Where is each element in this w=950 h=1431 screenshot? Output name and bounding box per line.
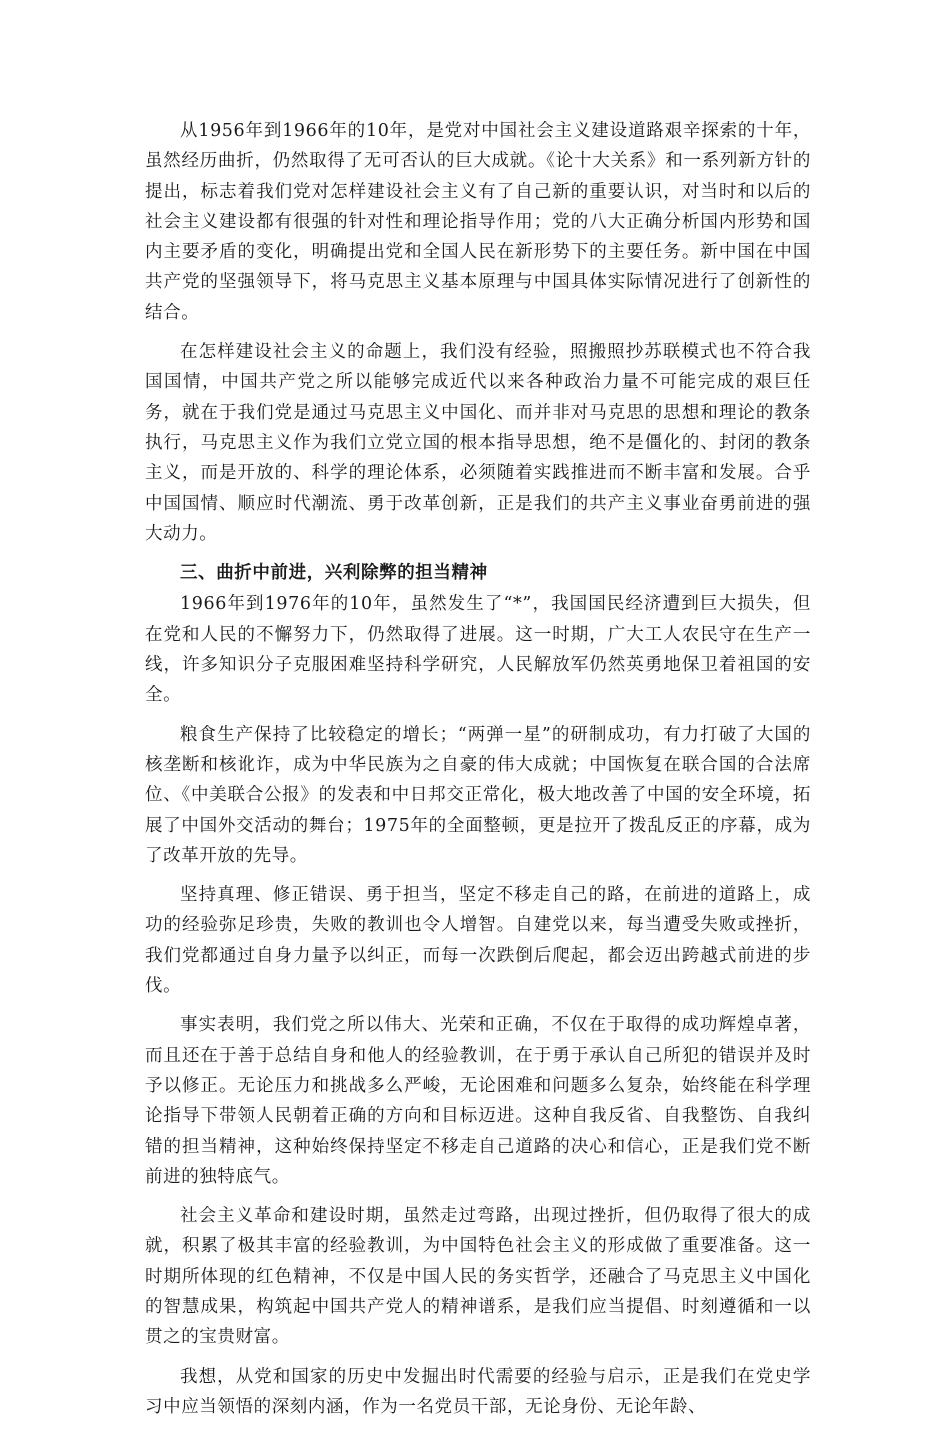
paragraph: 我想，从党和国家的历史中发掘出时代需要的经验与启示，正是我们在党史学习中应当领悟的深刻内涵，作为一名党员干部，无论身份、无论年龄、 (145, 1366, 811, 1417)
paragraph: 1966年到1976年的10年，虽然发生了“*”，我国国民经济遭到巨大损失，但在党和人民的不懈努力下，仍然取得了进展。这一时期，广大工人农民守在生产一线，许多知识分子克服困难坚持科学研究，人民解放军仍然英勇地保卫着祖国的安全。 (145, 594, 811, 706)
section-heading: 三、曲折中前进，兴利除弊的担当精神 (180, 563, 488, 584)
document-body (145, 116, 811, 1431)
paragraph: 从1956年到1966年的10年，是党对中国社会主义建设道路艰辛探索的十年，虽然经历曲折，仍然取得了无可否认的巨大成就。《论十大关系》和一系列新方针的提出，标志着我们党对怎样建设社会主义有了自己新的重要认识，对当时和以后的社会主义建设都有很强的针对性和理论指导作用；党的八大正确分析国内形势和国内主要矛盾的变化，明确提出党和全国人民在新形势下的主要任务。新中国在中国共产党的坚强领导下，将马克思主义基本原理与中国具体实际情况进行了创新性的结合。 (145, 121, 811, 323)
paragraph: 坚持真理、修正错误、勇于担当，坚定不移走自己的路，在前进的道路上，成功的经验弥足珍贵，失败的教训也令人增智。自建党以来，每当遭受失败或挫折，我们党都通过自身力量予以纠正，而每一次跌倒后爬起，都会迈出跨越式前进的步伐。 (145, 885, 811, 997)
paragraph: 在怎样建设社会主义的命题上，我们没有经验，照搬照抄苏联模式也不符合我国国情，中国共产党之所以能够完成近代以来各种政治力量不可能完成的艰巨任务，就在于我们党是通过马克思主义中国化、而并非对马克思的思想和理论的教条执行，马克思主义作为我们立党立国的根本指导思想，绝不是僵化的、封闭的教条主义，而是开放的、科学的理论体系，必须随着实践推进而不断丰富和发展。合乎中国国情、顺应时代潮流、勇于改革创新，正是我们的共产主义事业奋勇前进的强大动力。 (145, 342, 811, 544)
paragraph: 社会主义革命和建设时期，虽然走过弯路，出现过挫折，但仍取得了很大的成就，积累了极其丰富的经验教训，为中国特色社会主义的形成做了重要准备。这一时期所体现的红色精神，不仅是中国人民的务实哲学，还融合了马克思主义中国化的智慧成果，构筑起中国共产党人的精神谱系，是我们应当提倡、时刻遵循和一以贯之的宝贵财富。 (145, 1206, 811, 1348)
paragraph: 粮食生产保持了比较稳定的增长；“两弹一星”的研制成功，有力打破了大国的核垄断和核讹诈，成为中华民族为之自豪的伟大成就；中国恢复在联合国的合法席位、《中美联合公报》的发表和中日邦交正常化，极大地改善了中国的安全环境，拓展了中国外交活动的舞台；1975年的全面整顿，更是拉开了拨乱反正的序幕，成为了改革开放的先导。 (145, 724, 811, 866)
paragraph: 事实表明，我们党之所以伟大、光荣和正确，不仅在于取得的成功辉煌卓著，而且还在于善于总结自身和他人的经验教训，在于勇于承认自己所犯的错误并及时予以修正。无论压力和挑战多么严峻，无论困难和问题多么复杂，始终能在科学理论指导下带领人民朝着正确的方向和目标迈进。这种自我反省、自我整饬、自我纠错的担当精神，这种始终保持坚定不移走自己道路的决心和信心，正是我们党不断前进的独特底气。 (145, 1015, 811, 1187)
